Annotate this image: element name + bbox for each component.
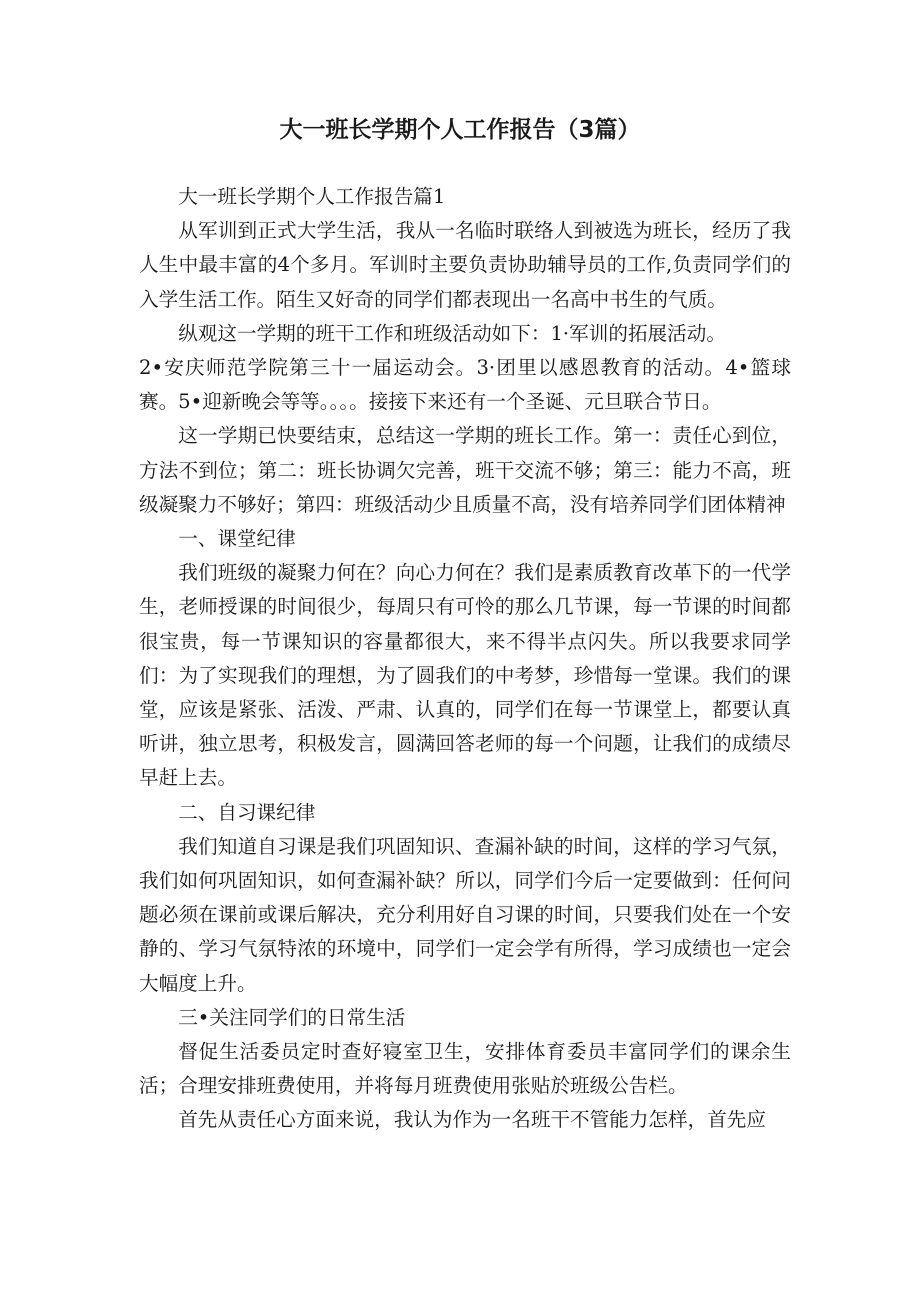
paragraph-responsibility: 首先从责任心方面来说，我认为作为一名班干不管能力怎样，首先应 [178,1108,766,1132]
paragraph-summary: 这一学期已快要结束，总结这一学期的班长工作。第一：责任心到位，方法不到位；第二：班长协调欠完善，班干交流不够；第三：能力不高，班级凝聚力不够好；第四：班级活动少且质量不高，没有培养同学们团体精神 [139,424,791,516]
subheading-self-study-discipline: 二、自习课纪律 [178,800,316,824]
document-body [139,180,791,1138]
paragraph-daily-life: 督促生活委员定时查好寝室卫生，安排体育委员丰富同学们的课余生活；合理安排班费使用，并将每月班费使用张贴於班级公告栏。 [139,1040,791,1098]
paragraph-classroom-discipline: 我们班级的凝聚力何在？向心力何在？我们是素质教育改革下的一代学生，老师授课的时间很少，每周只有可怜的那么几节课，每一节课的时间都很宝贵，每一节课知识的容量都很大，来不得半点闪失。所以我要求同学们：为了实现我们的理想，为了圆我们的中考梦，珍惜每一堂课。我们的课堂，应该是紧张、活泼、严肃、认真的，同学们在每一节课堂上，都要认真听讲，独立思考，积极发言，圆满回答老师的每一个问题，让我们的成绩尽早赶上去。 [139,561,791,790]
paragraph-self-study-discipline: 我们知道自习课是我们巩固知识、查漏补缺的时间，这样的学习气氛，我们如何巩固知识，如何查漏补缺？所以，同学们今后一定要做到：任何问题必须在课前或课后解决，充分利用好自习课的时间，只要我们处在一个安静的、学习气氛特浓的环境中，同学们一定会学有所得，学习成绩也一定会大幅度上升。 [139,834,791,995]
document-title: 大一班长学期个人工作报告（3篇） [279,117,641,143]
paragraph-intro: 从军训到正式大学生活，我从一名临时联络人到被选为班长，经历了我人生中最丰富的4个多月。军训时主要负责协助辅导员的工作,负责同学们的入学生活工作。陌生又好奇的同学们都表现出一名高中书生的气质。 [139,219,791,311]
subheading-daily-life: 三•关注同学们的日常生活 [178,1005,406,1029]
section-heading: 大一班长学期个人工作报告篇1 [178,185,446,208]
paragraph-activities-list: 2•安庆师范学院第三十一届运动会。3·团里以感恩教育的活动。4•篮球赛。5•迎新晚会等等。。。。接接下来还有一个圣诞、元旦联合节日。 [139,356,791,414]
paragraph-activities: 纵观这一学期的班干工作和班级活动如下：1·军训的拓展活动。 [178,321,726,345]
subheading-classroom-discipline: 一、课堂纪律 [178,527,296,551]
